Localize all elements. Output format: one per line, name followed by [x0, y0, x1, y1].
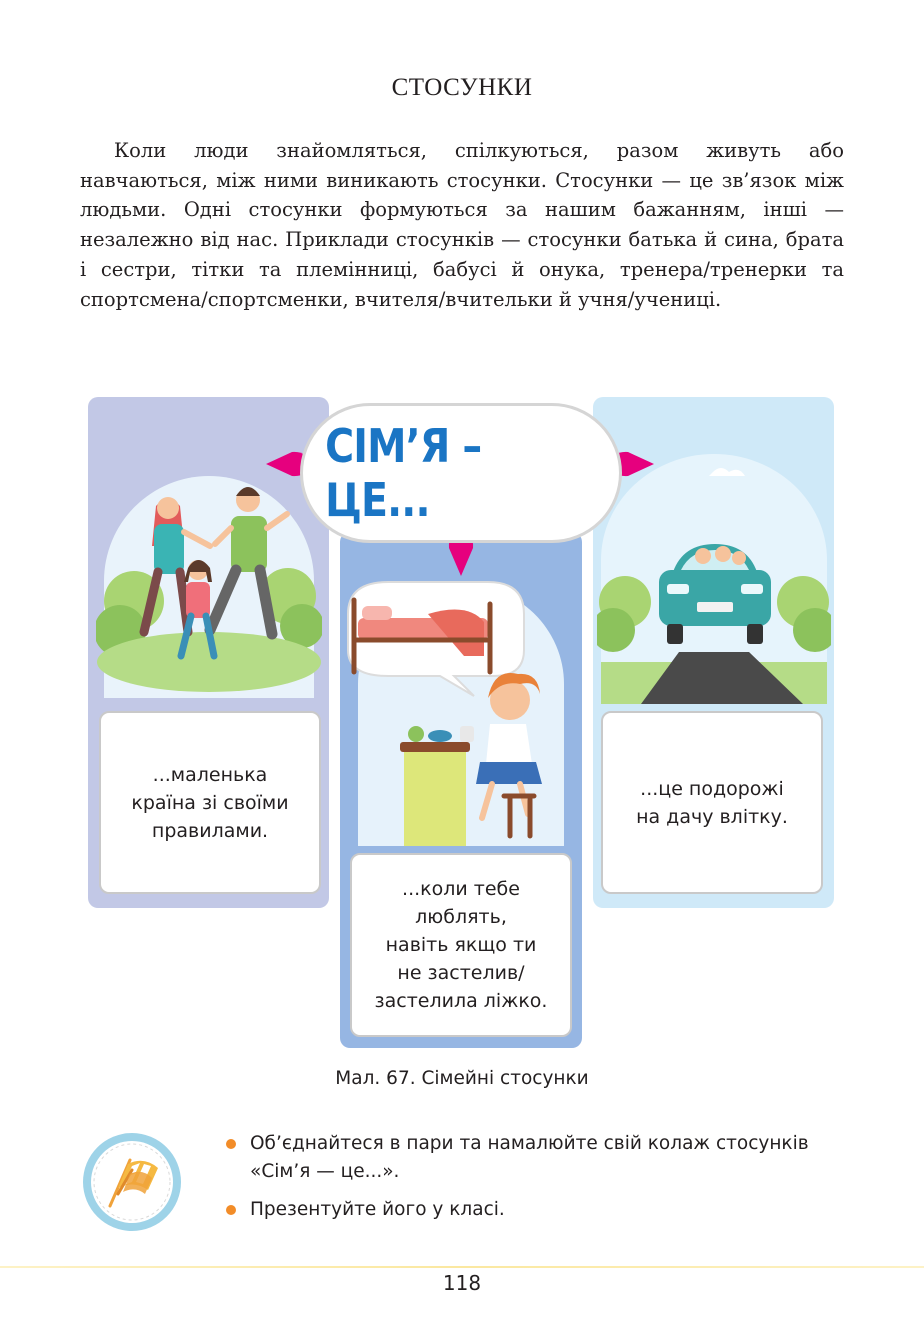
figure-caption: Мал. 67. Сімейні стосунки — [335, 1068, 589, 1089]
card-small-country — [99, 711, 321, 894]
title-bubble — [300, 403, 622, 543]
footer-divider — [0, 1266, 924, 1268]
card-summer-trips — [601, 711, 823, 894]
intro-paragraph: Коли люди знайомляться, спілкуються, разом живуть або навчаються, між ними виникають стосунки. Стосунки — це зв’язок між людьми. Одні стосунки формуються за нашим бажанням, інші — незалежно від нас. Приклади стосунків — стосунки батька й сина, брата і сестри, тітки та племінниці, бабусі й онука, тренера/тренерки та спортсмена/спортсменки, вчителя/вчительки й учня/учениці. — [80, 139, 844, 311]
card-right-text: ...це подорожі на дачу влітку. — [636, 777, 788, 828]
family-running-illustration — [96, 466, 322, 706]
card-middle-text: ...коли тебе люблять, навіть якщо ти не застелив/ застелила ліжко. — [374, 878, 548, 1012]
checkered-flag-icon — [82, 1132, 182, 1232]
page-title: СТОСУНКИ — [391, 74, 533, 101]
page-number: 118 — [442, 1271, 482, 1295]
bubble-title: СІМ’Я – ЦЕ... — [325, 419, 482, 527]
car-trip-illustration — [597, 452, 831, 708]
task-item: Презентуйте його у класі. — [226, 1196, 866, 1224]
card-left-text: ...маленька країна зі своїми правилами. — [131, 763, 289, 842]
girl-breakfast-illustration — [344, 574, 578, 850]
card-unmade-bed — [350, 853, 572, 1037]
task-list — [226, 1130, 866, 1234]
task-item: Об’єднайтеся в пари та намалюйте свій колаж стосунків «Сім’я — це...». — [226, 1130, 866, 1186]
